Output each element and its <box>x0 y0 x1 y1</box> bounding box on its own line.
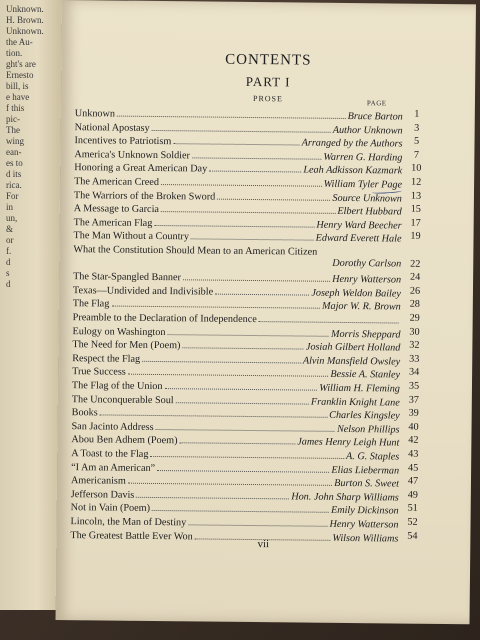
dot-leader <box>179 443 295 445</box>
toc-entry-title: Lincoln, the Man of Destiny <box>70 516 187 529</box>
dot-leader <box>117 116 346 119</box>
toc-entry-author: Joseph Weldon Bailey <box>311 287 401 300</box>
toc-entry-author: William Tyler Page <box>323 178 403 191</box>
toc-entry-title: Jefferson Davis <box>70 488 135 501</box>
toc-entry-author: Dorothy Carlson <box>332 257 402 270</box>
toc-entry-title: Texas—Undivided and Indivisible <box>72 284 214 298</box>
toc-entry-title: “I Am an American” <box>71 461 156 474</box>
dot-leader <box>161 211 335 214</box>
toc-entry-author: Hon. John Sharp Williams <box>291 491 399 504</box>
toc-entry-page: 17 <box>410 217 421 229</box>
toc-entry-title: Unknown <box>74 108 116 120</box>
facing-page-line: in <box>6 202 14 212</box>
facing-page-line: tion. <box>6 48 23 58</box>
toc-entry-page: 51 <box>407 503 418 515</box>
toc-entry-title: The Warriors of the Broken Sword <box>73 189 216 203</box>
dot-leader <box>156 429 335 432</box>
dot-leader <box>167 334 329 337</box>
part-heading: PART I <box>245 73 291 90</box>
facing-page-line: ean- <box>6 147 22 157</box>
toc-entry-page: 29 <box>409 312 420 324</box>
dot-leader <box>128 483 332 486</box>
toc-entry-author: Charles Kingsley <box>329 410 400 422</box>
toc-entry-page: 19 <box>410 231 421 243</box>
toc-entry-author: Henry Ward Beecher <box>316 219 402 232</box>
toc-entry-title: Honoring a Great American Day <box>74 162 208 175</box>
toc-entry-author: Henry Watterson <box>332 274 402 286</box>
dot-leader <box>164 388 317 391</box>
dot-leader <box>157 470 329 473</box>
toc-entry-author: Author Unknown <box>332 124 403 137</box>
facing-page-line: bill, is <box>6 81 29 91</box>
toc-entry-page: 35 <box>408 380 420 392</box>
toc-entry-title: National Apostasy <box>74 121 150 134</box>
toc-entry-title: The Flag of the Union <box>71 380 163 393</box>
toc-entry-page: 49 <box>407 489 418 501</box>
toc-entry-author: William H. Fleming <box>319 382 401 395</box>
toc-entry-title: Incentives to Patriotism <box>74 135 172 148</box>
facing-page-line: f. <box>6 246 12 256</box>
facing-page-line: For <box>6 191 19 201</box>
toc-entry-author: Nelson Phillips <box>336 423 400 436</box>
dot-leader <box>154 225 314 228</box>
page-title: CONTENTS <box>225 51 312 69</box>
toc-entry-page: 5 <box>413 135 420 147</box>
toc-entry-author: Josiah Gilbert Holland <box>305 341 401 354</box>
toc-entry-title: The Need for Men (Poem) <box>72 339 181 352</box>
toc-entry-page: 37 <box>408 394 419 406</box>
toc-entry-title: What the Constitution Should Mean to an American Citizen <box>73 244 318 258</box>
dot-leader <box>150 456 344 459</box>
dot-leader <box>259 321 399 323</box>
toc-entry-title: True Success <box>72 366 126 379</box>
toc-entry-author: Henry Watterson <box>329 518 399 531</box>
toc-entry-title: The American Flag <box>73 216 153 229</box>
toc-entry-title: The Star-Spangled Banner <box>73 271 182 284</box>
dot-leader <box>128 374 329 377</box>
toc-entry-page: 30 <box>409 326 420 338</box>
toc-entry-page: 43 <box>408 448 419 460</box>
toc-entry-author: Wilson Williams <box>332 532 399 545</box>
toc-entry-author: Edward Everett Hale <box>315 233 402 245</box>
toc-entry-page: 1 <box>414 108 420 120</box>
toc-entry-title: The Man Without a Country <box>73 230 190 243</box>
toc-entry-title: Eulogy on Washington <box>72 325 166 338</box>
toc-entry-author: Elias Lieberman <box>331 464 400 477</box>
toc-entry-page: 34 <box>408 367 420 379</box>
dot-leader <box>188 524 327 526</box>
toc-entry-title: Americanism <box>70 475 126 487</box>
toc-entry-page: 45 <box>407 462 419 474</box>
dot-leader <box>100 415 327 418</box>
facing-page-line: d <box>6 257 11 267</box>
facing-page-line: es to <box>6 158 23 168</box>
facing-page-line: The <box>6 125 20 135</box>
toc-entry-author: Arranged by the Authors <box>301 137 403 150</box>
toc-entry-page: 13 <box>410 190 422 202</box>
toc-entry-author: Leah Adkisson Kazmark <box>303 164 403 177</box>
dot-leader <box>152 510 329 513</box>
toc-entry-page: 24 <box>409 271 421 283</box>
toc-entry-page: 15 <box>410 203 421 215</box>
toc-entry-author: Source Unknown <box>332 192 402 205</box>
facing-page-line: f this <box>6 103 25 113</box>
dot-leader <box>111 306 320 309</box>
dot-leader <box>192 157 321 159</box>
toc-entry-author: Emily Dickinson <box>330 505 399 517</box>
facing-page-edge <box>0 0 63 610</box>
dot-leader <box>161 184 322 187</box>
toc-entry-title: Preamble to the Declaration of Independence <box>72 312 257 326</box>
toc-entry-page: 33 <box>409 353 420 365</box>
dot-leader <box>142 361 301 364</box>
toc-entry-title: Abou Ben Adhem (Poem) <box>71 434 178 447</box>
toc-entry-author: Bruce Barton <box>347 110 403 123</box>
toc-entry-author: Elbert Hubbard <box>337 206 402 218</box>
toc-entry-author: Warren G. Harding <box>323 151 403 164</box>
page-number: vii <box>257 538 270 551</box>
toc-entry-title: The American Creed <box>74 176 160 189</box>
dot-leader <box>182 347 303 349</box>
toc-entry-title: The Flag <box>72 298 110 310</box>
facing-page-line: Unknown. <box>6 4 44 14</box>
toc-entry-page: 12 <box>410 176 422 188</box>
facing-page-line: pic- <box>6 114 20 124</box>
toc-entry-page: 52 <box>407 516 418 528</box>
toc-entry-title: America's Unknown Soldier <box>74 148 191 162</box>
facing-page-line: d its <box>6 169 22 179</box>
facing-page-line: s <box>6 268 10 278</box>
toc-entry-title: Books <box>71 407 98 419</box>
toc-entry-page: 42 <box>408 435 419 447</box>
toc-entry-author: Franklin Knight Lane <box>310 396 400 409</box>
facing-page-line: or <box>6 235 14 245</box>
dot-leader <box>191 239 314 241</box>
dot-leader <box>183 279 330 282</box>
dot-leader <box>173 143 299 145</box>
toc-entry-title: The Greatest Battle Ever Won <box>70 529 193 542</box>
toc-entry-author: Alvin Mansfield Owsley <box>302 355 401 368</box>
dot-leader <box>217 198 330 200</box>
dot-leader <box>209 171 301 173</box>
facing-page-line: Ernesto <box>6 70 34 80</box>
facing-page-line: d <box>6 279 11 289</box>
facing-page-line: ght's are <box>6 59 36 69</box>
toc-entry-page: 39 <box>408 407 419 419</box>
toc-entry-title: A Message to Garcia <box>73 203 160 216</box>
contents-page <box>56 0 476 624</box>
section-heading: PROSE <box>252 94 283 104</box>
toc-entry-page: 40 <box>408 421 419 433</box>
dot-leader <box>136 497 289 500</box>
toc-entry-title: Respect the Flag <box>72 352 141 365</box>
dot-leader <box>176 402 309 404</box>
facing-page-text <box>6 4 63 290</box>
toc-entry-page: 7 <box>413 149 420 161</box>
facing-page-line: e have <box>6 92 30 102</box>
toc-entry-page: 54 <box>407 530 418 542</box>
facing-page-line: un, <box>6 213 18 223</box>
toc-entry-author: Bessie A. Stanley <box>330 369 401 381</box>
facing-page-line: Unknown. <box>6 26 44 36</box>
toc-entry-page: 22 <box>410 258 421 270</box>
toc-entry-page: 47 <box>407 475 419 487</box>
facing-page-line: the Au- <box>6 37 33 47</box>
toc-entry-title: San Jacinto Address <box>71 420 154 433</box>
toc-entry-author: Morris Sheppard <box>330 328 401 341</box>
toc-entry-page: 10 <box>411 163 422 175</box>
toc-entry-author: Burton S. Sweet <box>334 478 400 490</box>
page-column-header: PAGE <box>366 99 387 108</box>
toc-entry-title: A Toast to the Flag <box>71 448 149 460</box>
facing-page-line: & <box>6 224 14 234</box>
toc-entry-author: Major W. R. Brown <box>321 301 401 313</box>
toc-entry-page: 26 <box>409 285 421 297</box>
toc-entry-title: Not in Vain (Poem) <box>70 502 151 515</box>
dot-leader <box>152 130 331 133</box>
facing-page-line: wing <box>6 136 24 146</box>
toc-entry-author: A. G. Staples <box>345 450 400 463</box>
facing-page-line: rica. <box>6 180 22 190</box>
toc-entry-page: 28 <box>409 299 420 311</box>
toc-entry-title: The Unconquerable Soul <box>71 393 174 406</box>
toc-entry-page: 3 <box>414 122 420 134</box>
facing-page-line: H. Brown. <box>6 15 44 25</box>
toc-entry-page: 32 <box>409 339 420 351</box>
dot-leader <box>215 293 309 295</box>
toc-entry-author: James Henry Leigh Hunt <box>297 436 400 449</box>
